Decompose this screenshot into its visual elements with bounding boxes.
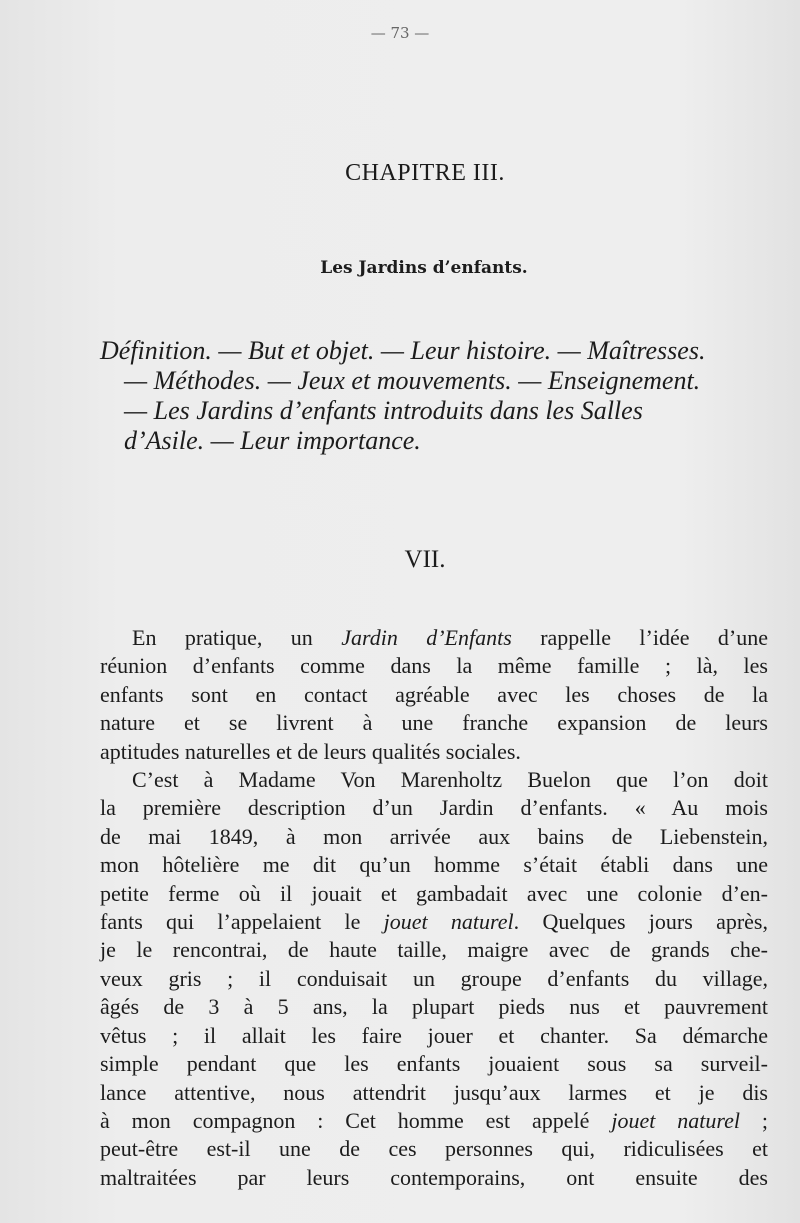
- text-run: à mon compagnon : Cet homme est appelé: [100, 1107, 612, 1133]
- paragraph-line: veux gris ; il conduisait un groupe d’enfants du village,: [100, 965, 768, 991]
- italic-term: jouet naturel: [383, 909, 514, 935]
- text-run: En pratique, un: [132, 625, 342, 650]
- page-number: — 73 —: [370, 24, 430, 42]
- paragraph-line: [100, 624, 768, 652]
- section-title: Les Jardins d’enfants.: [320, 258, 528, 278]
- paragraph-line: lance attentive, nous attendrit jusqu’aux larmes et je dis: [100, 1079, 768, 1105]
- paragraph-line: C’est à Madame Von Marenholtz Buelon que l’on doit: [132, 767, 768, 793]
- paragraph-line: maltraitées par leurs contemporains, ont ensuite des: [100, 1164, 768, 1190]
- body-text: [100, 624, 768, 1192]
- paragraph-line: mon hôtelière me dit qu’un homme s’était établi dans une: [100, 852, 768, 878]
- paragraph-line: petite ferme où il jouait et gambadait avec une colonie d’en-: [100, 880, 768, 906]
- paragraph-line: simple pendant que les enfants jouaient sous sa surveil-: [100, 1051, 768, 1077]
- paragraph-line: enfants sont en contact agréable avec les choses de la: [100, 681, 768, 707]
- paragraph-line: la première description d’un Jardin d’enfants. « Au mois: [100, 795, 768, 821]
- text-run: ;: [739, 1107, 768, 1133]
- paragraph-line: peut-être est-il une de ces personnes qui, ridiculisées et: [100, 1136, 768, 1162]
- summary-line: — Méthodes. — Jeux et mouvements. — Enseignement.: [124, 366, 701, 395]
- italic-term: jouet naturel: [611, 1107, 740, 1133]
- paragraph-line: réunion d’enfants comme dans la même famille ; là, les: [100, 653, 768, 679]
- text-run: . Quelques jours après,: [513, 909, 768, 935]
- summary-line: d’Asile. — Leur importance.: [124, 426, 421, 455]
- summary-line: Définition. — But et objet. — Leur histoire. — Maîtresses.: [100, 336, 706, 365]
- text-run: fants qui l’appelaient le: [100, 909, 384, 935]
- paragraph-line: nature et se livrent à une franche expansion de leurs: [100, 710, 768, 736]
- chapter-summary: [100, 336, 764, 456]
- paragraph-line: de mai 1849, à mon arrivée aux bains de Liebenstein,: [100, 823, 768, 849]
- paragraph-line: vêtus ; il allait les faire jouer et chanter. Sa démarche: [100, 1022, 768, 1048]
- paragraph-line: je le rencontrai, de haute taille, maigre avec de grands che-: [100, 937, 768, 963]
- paragraph-line: [100, 1107, 768, 1135]
- paragraph-line: aptitudes naturelles et de leurs qualités sociales.: [100, 738, 521, 764]
- text-run: rappelle l’idée d’une: [511, 625, 768, 650]
- paragraph-line: [100, 908, 768, 936]
- italic-term: Jardin d’Enfants: [341, 625, 512, 650]
- summary-line: — Les Jardins d’enfants introduits dans les Salles: [124, 396, 643, 425]
- paragraph-line: âgés de 3 à 5 ans, la plupart pieds nus et pauvrement: [100, 994, 768, 1020]
- section-number: VII.: [404, 546, 446, 573]
- chapter-heading: CHAPITRE III.: [345, 160, 505, 186]
